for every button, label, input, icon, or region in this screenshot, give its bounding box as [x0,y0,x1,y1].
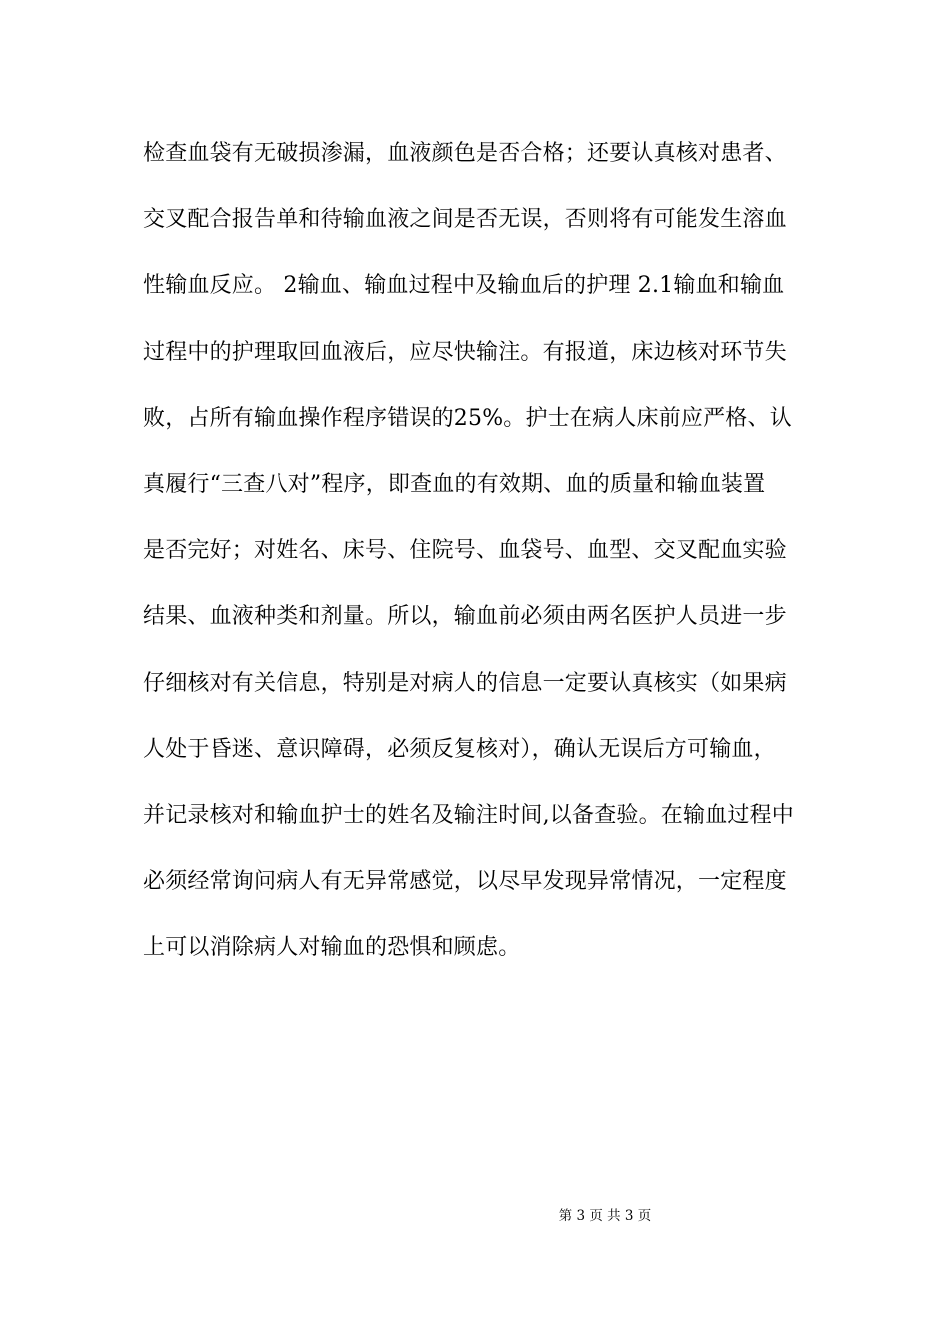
text-line: 是否完好；对姓名、床号、住院号、血袋号、血型、交叉配血实验 [143,538,787,564]
page-footer: 第 3 页 共 3 页 [558,1208,652,1224]
text-line: 检查血袋有无破损渗漏，血液颜色是否合格；还要认真核对患者、 [143,141,787,166]
text-line: 性输血反应。 2输血、输血过程中及输血后的护理 2.1输血和输血 [143,273,785,299]
text-line: 交叉配合报告单和待输血液之间是否无误，否则将有可能发生溶血 [143,207,787,233]
text-line: 并记录核对和输血护士的姓名及输注时间,以备查验。在输血过程中 [143,802,794,828]
text-line: 仔细核对有关信息，特别是对病人的信息一定要认真核实（如果病 [143,670,787,696]
text-line: 上可以消除病人对输血的恐惧和顾虑。 [143,935,521,961]
text-line: 人处于昏迷、意识障碍，必须反复核对），确认无误后方可输血， [143,736,776,762]
body-text [143,126,813,986]
text-line: 败，占所有输血操作程序错误的25%。护士在病人床前应严格、认 [143,405,792,431]
text-line: 过程中的护理取回血液后，应尽快输注。有报道，床边核对环节失 [143,339,787,365]
text-line: 结果、血液种类和剂量。所以，输血前必须由两名医护人员进一步 [143,604,787,630]
text-line: 必须经常询问病人有无异常感觉，以尽早发现异常情况，一定程度 [143,869,787,895]
text-line: 真履行“三查八对”程序，即查血的有效期、血的质量和输血装置 [143,471,766,497]
